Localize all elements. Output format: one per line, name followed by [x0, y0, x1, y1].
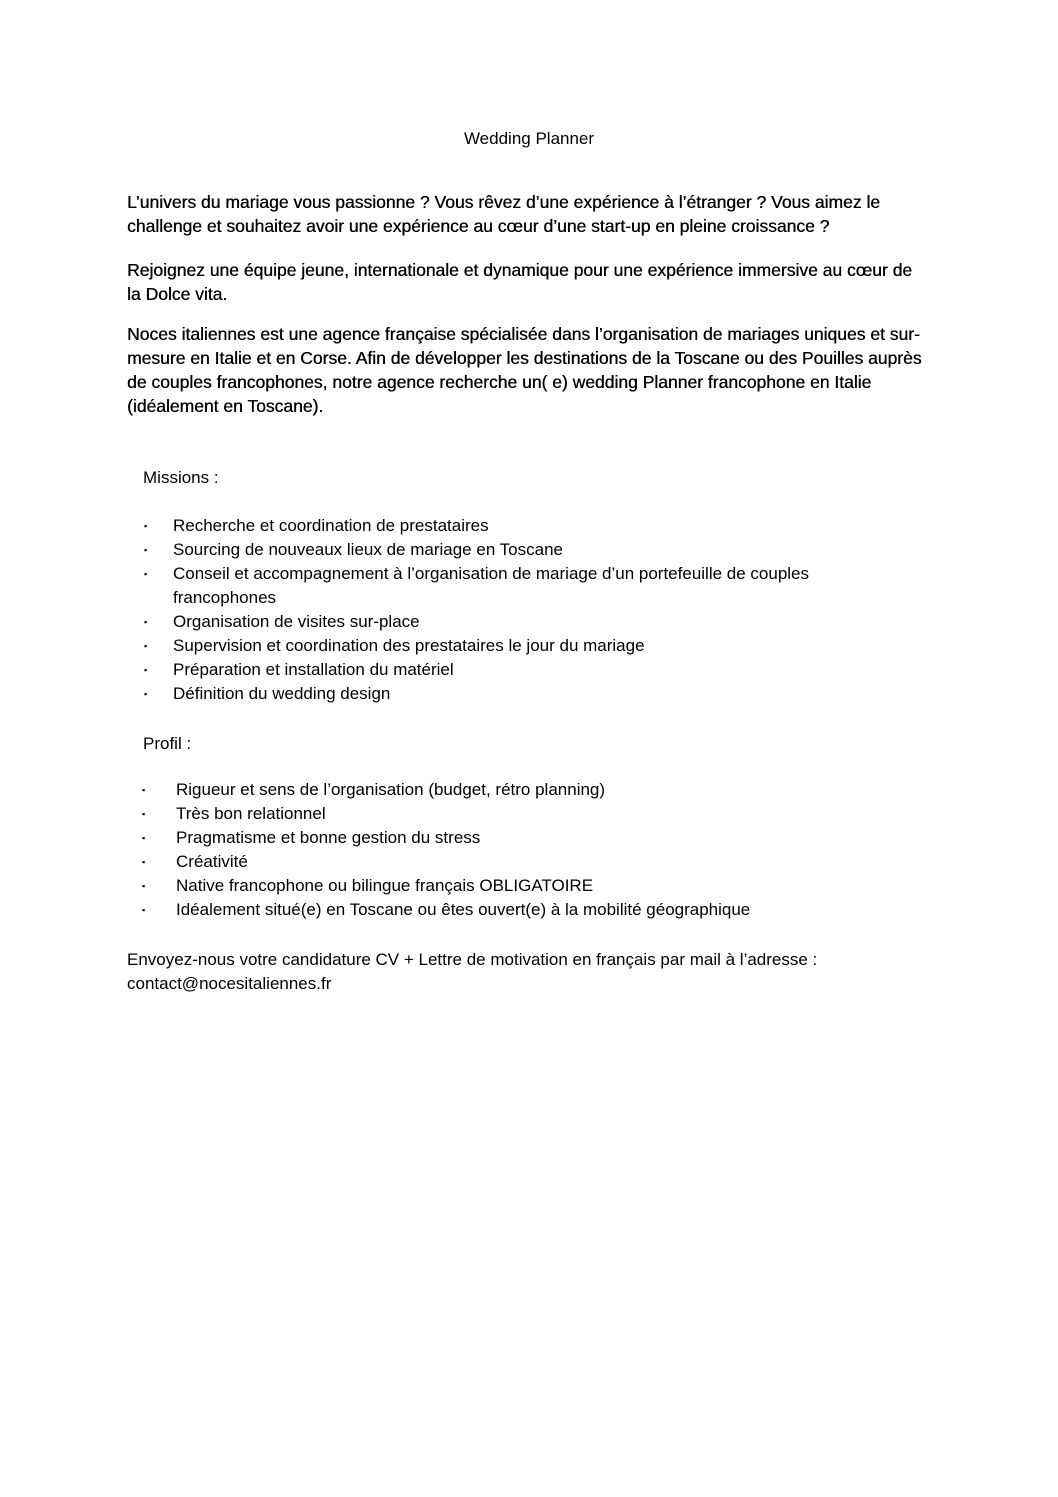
- list-item: [140, 826, 900, 850]
- profil-item-text: Native francophone ou bilingue français OBLIGATOIRE: [176, 876, 594, 895]
- list-item: [140, 874, 900, 898]
- bullet-icon: ▪: [142, 809, 146, 819]
- bullet-icon: ▪: [144, 689, 148, 699]
- missions-list: [142, 514, 902, 706]
- profil-heading: Profil :: [143, 734, 192, 753]
- list-item: [142, 658, 902, 682]
- list-item: [140, 778, 900, 802]
- bullet-icon: ▪: [144, 545, 148, 555]
- list-item: [142, 514, 902, 538]
- mission-item-text: Conseil et accompagnement à l’organisation de mariage d’un portefeuille de couples francophones: [173, 564, 810, 607]
- profil-item-text: Idéalement situé(e) en Toscane ou êtes ouvert(e) à la mobilité géographique: [176, 900, 751, 919]
- bullet-icon: ▪: [144, 521, 148, 531]
- profil-item-text: Très bon relationnel: [176, 804, 326, 823]
- contact-email: contact@nocesitaliennes.fr: [127, 974, 332, 993]
- mission-item-text: Supervision et coordination des prestataires le jour du mariage: [173, 636, 645, 655]
- contact-instructions: Envoyez-nous votre candidature CV + Lettre de motivation en français par mail à l’adresse :: [127, 950, 818, 969]
- profil-item-text: Pragmatisme et bonne gestion du stress: [176, 828, 481, 847]
- profil-item-text: Créativité: [176, 852, 248, 871]
- mission-item-text: Préparation et installation du matériel: [173, 660, 454, 679]
- list-item: [142, 682, 902, 706]
- bullet-icon: ▪: [142, 857, 146, 867]
- bullet-icon: ▪: [144, 617, 148, 627]
- mission-item-text: Définition du wedding design: [173, 684, 391, 703]
- bullet-icon: ▪: [144, 665, 148, 675]
- list-item: [142, 562, 902, 610]
- list-item: [142, 538, 902, 562]
- list-item: [142, 610, 902, 634]
- bullet-icon: ▪: [142, 905, 146, 915]
- intro-paragraph-3: Noces italiennes est une agence française spécialisée dans l’organisation de mariages uniques et sur-mesure en Italie et en Corse. Afin de développer les destinations de la Toscane ou des Pouilles auprès de couples francophones, notre agence recherche un( e) wedding Planner francophone en Italie (idéalement en Toscane).: [127, 324, 922, 416]
- contact-block: [127, 948, 927, 996]
- profil-list: [140, 778, 900, 922]
- bullet-icon: ▪: [142, 833, 146, 843]
- mission-item-text: Organisation de visites sur-place: [173, 612, 420, 631]
- profil-item-text: Rigueur et sens de l’organisation (budget, rétro planning): [176, 780, 606, 799]
- mission-item-text: Sourcing de nouveaux lieux de mariage en Toscane: [173, 540, 564, 559]
- mission-item-text: Recherche et coordination de prestataires: [173, 516, 489, 535]
- document-title: Wedding Planner: [463, 129, 595, 148]
- missions-heading: Missions :: [143, 468, 219, 487]
- bullet-icon: ▪: [142, 881, 146, 891]
- intro-paragraph-1: L’univers du mariage vous passionne ? Vous rêvez d’une expérience à l’étranger ? Vous aimez le challenge et souhaitez avoir une expérience au cœur d’une start-up en pleine croissance ?: [127, 192, 880, 236]
- bullet-icon: ▪: [144, 641, 148, 651]
- bullet-icon: ▪: [144, 569, 148, 579]
- intro-paragraph-2: Rejoignez une équipe jeune, internationale et dynamique pour une expérience immersive au cœur de la Dolce vita.: [127, 260, 913, 304]
- list-item: [140, 802, 900, 826]
- list-item: [140, 850, 900, 874]
- list-item: [142, 634, 902, 658]
- bullet-icon: ▪: [142, 785, 146, 795]
- list-item: [140, 898, 900, 922]
